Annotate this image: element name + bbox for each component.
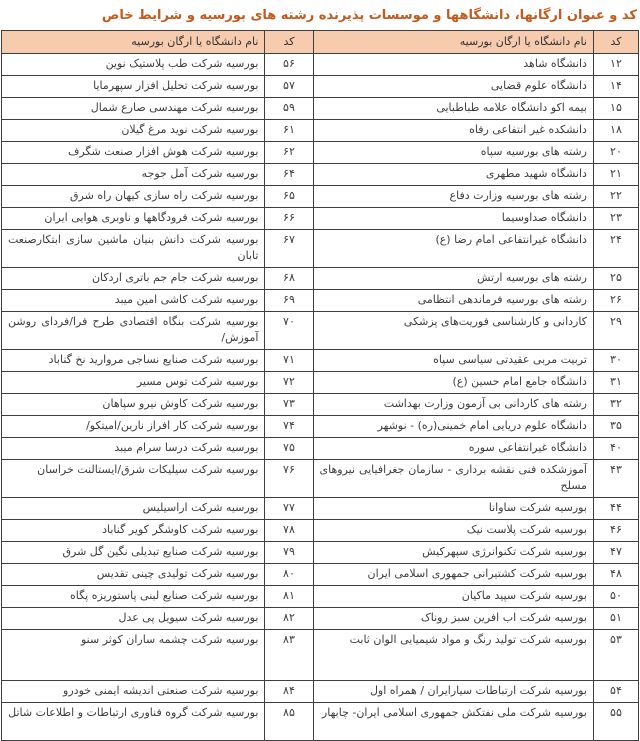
name-cell: کاردانی و کارشناسی فوریت‌های پزشکی <box>313 312 593 350</box>
table-header <box>2 31 639 54</box>
table-row <box>2 438 639 460</box>
code-cell: ۲۹ <box>593 312 638 350</box>
code-cell: ۴۰ <box>593 438 638 460</box>
code-cell: ۵۴ <box>593 681 638 703</box>
code-cell: ۶۷ <box>265 230 313 268</box>
table-row <box>2 394 639 416</box>
name-cell: بورسیه شرکت فرودگاهها و ناوبری هوایی ایران <box>2 208 265 230</box>
name-cell: دانشگاه غیرانتفاعی سوره <box>313 438 593 460</box>
code-cell: ۵۳ <box>593 630 638 681</box>
code-cell: ۶۴ <box>265 164 313 186</box>
code-cell: ۶۵ <box>265 186 313 208</box>
code-cell: ۴۴ <box>593 498 638 520</box>
code-cell: ۶۹ <box>265 290 313 312</box>
table-row <box>2 608 639 630</box>
table-body <box>2 54 639 741</box>
table-row <box>2 76 639 98</box>
name-cell: آموزشکده فنی نقشه برداری - سازمان جغرافیایی نیروهای مسلح <box>313 460 593 498</box>
code-cell: ۶۶ <box>265 208 313 230</box>
table-row <box>2 120 639 142</box>
name-cell: بورسیه شرکت اراسیلیس <box>2 498 265 520</box>
name-cell: بورسیه شرکت بنگاه اقتصادی طرح فرا/فردای روشن آموزش/ <box>2 312 265 350</box>
table-row <box>2 54 639 76</box>
name-cell: بورسیه شرکت اب افرین سبز روناک <box>313 608 593 630</box>
table-row <box>2 350 639 372</box>
name-cell: بیمه اکو دانشگاه علامه طباطبایی <box>313 98 593 120</box>
code-cell: ۲۳ <box>593 208 638 230</box>
code-cell: ۸۴ <box>265 681 313 703</box>
code-cell: ۴۷ <box>593 542 638 564</box>
code-cell: ۴۶ <box>593 520 638 542</box>
name-cell: بورسیه شرکت چشمه ساران کوثر سنو <box>2 630 265 681</box>
code-cell: ۷۵ <box>265 438 313 460</box>
table-row <box>2 164 639 186</box>
name-cell: بورسیه شرکت سیلیکات شرق/ایستالنت خراسان <box>2 460 265 498</box>
header-name-left: نام دانشگاه یا ارگان بورسیه <box>2 31 265 54</box>
code-cell: ۵۷ <box>265 76 313 98</box>
name-cell: دانشگاه علوم قضایی <box>313 76 593 98</box>
name-cell: بورسیه شرکت پلاست نیک <box>313 520 593 542</box>
table-row <box>2 372 639 394</box>
name-cell: دانشگاه شهید مطهری <box>313 164 593 186</box>
code-cell: ۷۴ <box>265 416 313 438</box>
name-cell: بورسیه شرکت ارتباطات سیارایران / همراه اول <box>313 681 593 703</box>
code-cell: ۷۳ <box>265 394 313 416</box>
code-cell: ۷۶ <box>265 460 313 498</box>
name-cell: رشته های بورسیه وزارت دفاع <box>313 186 593 208</box>
name-cell: بورسیه شرکت تکنوانرژی سپهرکیش <box>313 542 593 564</box>
name-cell: بورسیه شرکت کاوش نیرو سپاهان <box>2 394 265 416</box>
name-cell: بورسیه شرکت جام جم باتری اردکان <box>2 268 265 290</box>
table-row <box>2 312 639 350</box>
name-cell: رشته های بورسیه فرماندهی انتظامی <box>313 290 593 312</box>
name-cell: بورسیه شرکت درسا سرام میبد <box>2 438 265 460</box>
table-row <box>2 208 639 230</box>
code-cell: ۳۵ <box>593 416 638 438</box>
name-cell: بورسیه شرکت ملی نفتکش جمهوری اسلامی ایران- چابهار <box>313 703 593 741</box>
name-cell: بورسیه شرکت کاوشگر کویر گناباد <box>2 520 265 542</box>
code-cell: ۲۶ <box>593 290 638 312</box>
name-cell: بورسیه شرکت راه سازی کیهان راه شرق <box>2 186 265 208</box>
code-cell: ۲۵ <box>593 268 638 290</box>
name-cell: بورسیه شرکت تولید رنگ و مواد شیمیایی الوان ثابت <box>313 630 593 681</box>
code-cell: ۵۹ <box>265 98 313 120</box>
table-row <box>2 630 639 681</box>
code-cell: ۶۱ <box>265 120 313 142</box>
code-cell: ۳۰ <box>593 350 638 372</box>
name-cell: بورسیه شرکت تولیدی چینی تقدیس <box>2 564 265 586</box>
code-cell: ۸۰ <box>265 564 313 586</box>
name-cell: بورسیه شرکت ساوانا <box>313 498 593 520</box>
code-cell: ۷۹ <box>265 542 313 564</box>
table-row <box>2 290 639 312</box>
name-cell: دانشگاه علوم دریایی امام خمینی(ره) - نوشهر <box>313 416 593 438</box>
code-cell: ۱۲ <box>593 54 638 76</box>
name-cell: تربیت مربی عقیدتی سیاسی سپاه <box>313 350 593 372</box>
header-row <box>2 31 639 54</box>
table-row <box>2 98 639 120</box>
name-cell: بورسیه شرکت مهندسی صارع شمال <box>2 98 265 120</box>
code-cell: ۲۰ <box>593 142 638 164</box>
code-cell: ۵۰ <box>593 586 638 608</box>
header-name-right: نام دانشگاه یا ارگان بورسیه <box>313 31 593 54</box>
code-cell: ۷۲ <box>265 372 313 394</box>
code-cell: ۷۱ <box>265 350 313 372</box>
name-cell: بورسیه شرکت سیویل پی عدل <box>2 608 265 630</box>
name-cell: بورسیه شرکت سپید ماکیان <box>313 586 593 608</box>
table-row <box>2 460 639 498</box>
table-row <box>2 520 639 542</box>
name-cell: بورسیه شرکت دانش بنیان ماشین سازی ابتکارصنعت تابان <box>2 230 265 268</box>
name-cell: بورسیه شرکت صنایع تبدیلی نگین گل شرق <box>2 542 265 564</box>
name-cell: بورسیه شرکت نوید مرغ گیلان <box>2 120 265 142</box>
table-row <box>2 542 639 564</box>
code-cell: ۸۵ <box>265 703 313 741</box>
name-cell: دانشگاه شاهد <box>313 54 593 76</box>
code-cell: ۳۱ <box>593 372 638 394</box>
name-cell: بورسیه شرکت توس مسیر <box>2 372 265 394</box>
code-cell: ۲۱ <box>593 164 638 186</box>
table-row <box>2 230 639 268</box>
header-code-left: کد <box>265 31 313 54</box>
code-cell: ۳۲ <box>593 394 638 416</box>
name-cell: بورسیه شرکت کار افراز نارین/امیتکو/ <box>2 416 265 438</box>
code-cell: ۲۴ <box>593 230 638 268</box>
code-cell: ۵۱ <box>593 608 638 630</box>
scholarship-codes-table <box>1 30 639 741</box>
name-cell: دانشگاه غیرانتفاعی امام رضا (ع) <box>313 230 593 268</box>
table-row <box>2 703 639 741</box>
code-cell: ۴۸ <box>593 564 638 586</box>
code-cell: ۵۵ <box>593 703 638 741</box>
code-cell: ۸۳ <box>265 630 313 681</box>
name-cell: رشته های بورسیه سپاه <box>313 142 593 164</box>
table-row <box>2 498 639 520</box>
code-cell: ۶۸ <box>265 268 313 290</box>
code-cell: ۷۷ <box>265 498 313 520</box>
table-row <box>2 681 639 703</box>
name-cell: بورسیه شرکت صنایع نساجی مروارید نخ گناباد <box>2 350 265 372</box>
name-cell: رشته های کاردانی بی آزمون وزارت بهداشت <box>313 394 593 416</box>
name-cell: بورسیه شرکت کاشی امین میبد <box>2 290 265 312</box>
name-cell: بورسیه شرکت صنایع لبنی پاستوریزه پگاه <box>2 586 265 608</box>
name-cell: دانشگاه جامع امام حسین (ع) <box>313 372 593 394</box>
name-cell: رشته های بورسیه ارتش <box>313 268 593 290</box>
code-cell: ۸۲ <box>265 608 313 630</box>
name-cell: بورسیه شرکت تحلیل افزار سپهرمایا <box>2 76 265 98</box>
code-cell: ۸۱ <box>265 586 313 608</box>
table-row <box>2 564 639 586</box>
code-cell: ۴۳ <box>593 460 638 498</box>
code-cell: ۷۰ <box>265 312 313 350</box>
code-cell: ۲۲ <box>593 186 638 208</box>
table-row <box>2 268 639 290</box>
table-row <box>2 416 639 438</box>
table-row <box>2 142 639 164</box>
header-code-right: کد <box>593 31 638 54</box>
table-row <box>2 186 639 208</box>
name-cell: دانشکده غیر انتفاعی رفاه <box>313 120 593 142</box>
code-cell: ۵۶ <box>265 54 313 76</box>
name-cell: بورسیه شرکت طب پلاستیک نوین <box>2 54 265 76</box>
page-title: کد و عنوان ارگانها، دانشگاهها و موسسات پذیرنده رشته های بورسیه و شرایط خاص <box>101 8 637 23</box>
name-cell: بورسیه شرکت گروه فناوری ارتباطات و اطلاعات شاتل <box>2 703 265 741</box>
name-cell: بورسیه شرکت کشتیرانی جمهوری اسلامی ایران <box>313 564 593 586</box>
code-cell: ۶۲ <box>265 142 313 164</box>
name-cell: بورسیه شرکت آمل جوجه <box>2 164 265 186</box>
name-cell: دانشگاه صداوسیما <box>313 208 593 230</box>
code-cell: ۱۵ <box>593 98 638 120</box>
name-cell: بورسیه شرکت صنعتی اندیشه ایمنی خودرو <box>2 681 265 703</box>
code-cell: ۷۸ <box>265 520 313 542</box>
code-cell: ۱۴ <box>593 76 638 98</box>
table-row <box>2 586 639 608</box>
code-cell: ۱۸ <box>593 120 638 142</box>
name-cell: بورسیه شرکت هوش افزار صنعت شگرف <box>2 142 265 164</box>
